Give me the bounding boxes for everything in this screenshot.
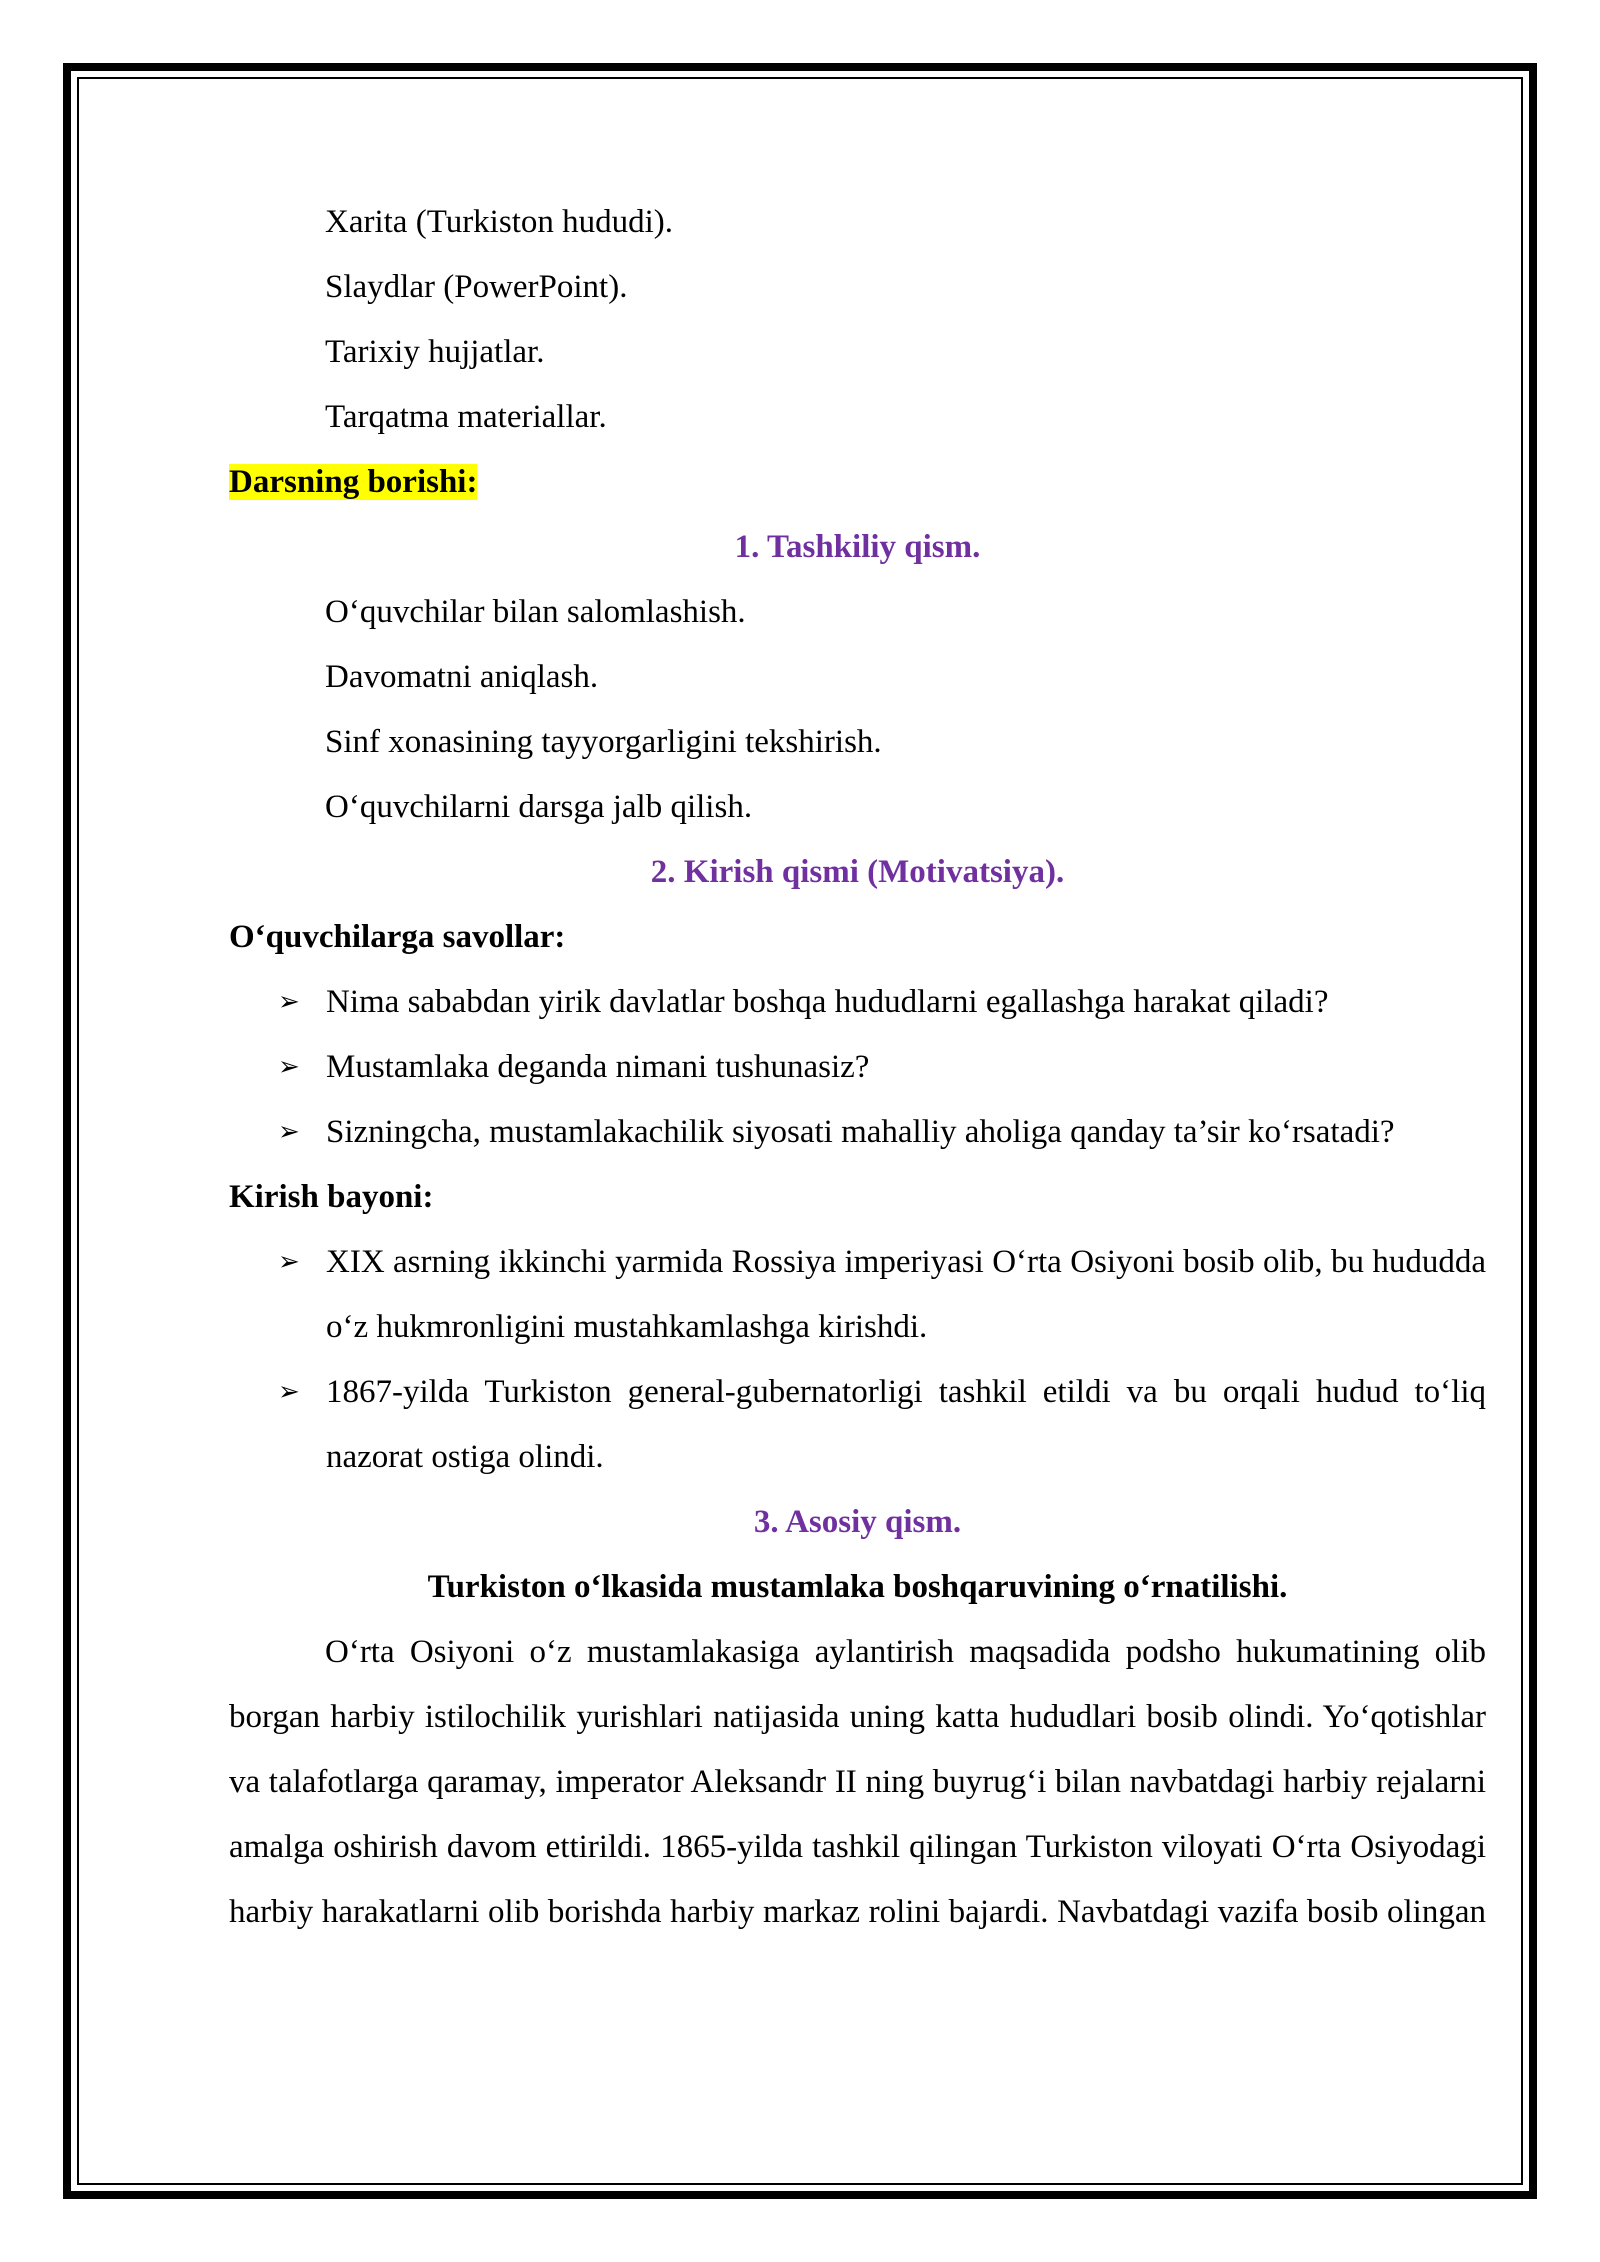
- section-1-item: O‘quvchilar bilan salomlashish.: [325, 594, 746, 630]
- question-item: [229, 1100, 1486, 1165]
- arrowhead-bullet-icon: ➢: [278, 1377, 300, 1407]
- section-2-title: 2. Kirish qismi (Motivatsiya).: [650, 854, 1065, 890]
- lesson-flow-heading-line: [229, 450, 1486, 515]
- section-1-item: O‘quvchilarni darsga jalb qilish.: [325, 789, 753, 825]
- arrowhead-bullet-icon: ➢: [278, 1247, 300, 1277]
- material-item: Xarita (Turkiston hududi).: [325, 204, 674, 240]
- intro-point: [229, 1230, 1486, 1360]
- question-text: Sizningcha, mustamlakachilik siyosati mahalliy aholiga qanday ta’sir ko‘rsatadi?: [326, 1114, 1395, 1150]
- material-item: Tarqatma materiallar.: [325, 399, 607, 435]
- document-body: [229, 190, 1486, 1945]
- material-item: Slaydlar (PowerPoint).: [325, 269, 628, 305]
- section-1-item: Davomatni aniqlash.: [325, 659, 599, 695]
- section-1-title: 1. Tashkiliy qism.: [734, 529, 981, 565]
- intro-point-text: XIX asrning ikkinchi yarmida Rossiya imperiyasi O‘rta Osiyoni bosib olib, bu hududda o‘z hukmronligini mustahkamlashga kirishdi.: [326, 1244, 1486, 1345]
- section-3-title: 3. Asosiy qism.: [753, 1504, 962, 1540]
- questions-heading: O‘quvchilarga savollar:: [229, 919, 566, 955]
- intro-point: [229, 1360, 1486, 1490]
- section-3-subtitle: Turkiston o‘lkasida mustamlaka boshqaruvining o‘rnatilishi.: [427, 1569, 1288, 1605]
- arrowhead-bullet-icon: ➢: [278, 1052, 300, 1082]
- intro-point-text: 1867-yilda Turkiston general-gubernatorligi tashkil etildi va bu orqali hudud to‘liq nazorat ostiga olindi.: [326, 1374, 1486, 1475]
- arrowhead-bullet-icon: ➢: [278, 1117, 300, 1147]
- question-item: [229, 1035, 1486, 1100]
- intro-heading: Kirish bayoni:: [229, 1179, 434, 1215]
- lesson-flow-heading: Darsning borishi:: [229, 464, 478, 500]
- section-1-item: Sinf xonasining tayyorgarligini tekshirish.: [325, 724, 882, 760]
- arrowhead-bullet-icon: ➢: [278, 987, 300, 1017]
- question-text: Nima sababdan yirik davlatlar boshqa hududlarni egallashga harakat qiladi?: [326, 984, 1329, 1020]
- question-text: Mustamlaka deganda nimani tushunasiz?: [326, 1049, 870, 1085]
- material-item: Tarixiy hujjatlar.: [325, 334, 545, 370]
- section-3-paragraph: O‘rta Osiyoni o‘z mustamlakasiga aylantirish maqsadida podsho hukumatining olib borgan harbiy istilochilik yurishlari natijasida uning katta hududlari bosib olindi. Yo‘qotishlar va talafotlarga qaramay, imperator Aleksandr II ning buyrug‘i bilan navbatdagi harbiy rejalarni amalga oshirish davom ettirildi. 1865-yilda tashkil qilingan Turkiston viloyati O‘rta Osiyodagi harbiy harakatlarni olib borishda harbiy markaz rolini bajardi. Navbatdagi vazifa bosib olingan: [229, 1634, 1486, 1930]
- question-item: [229, 970, 1486, 1035]
